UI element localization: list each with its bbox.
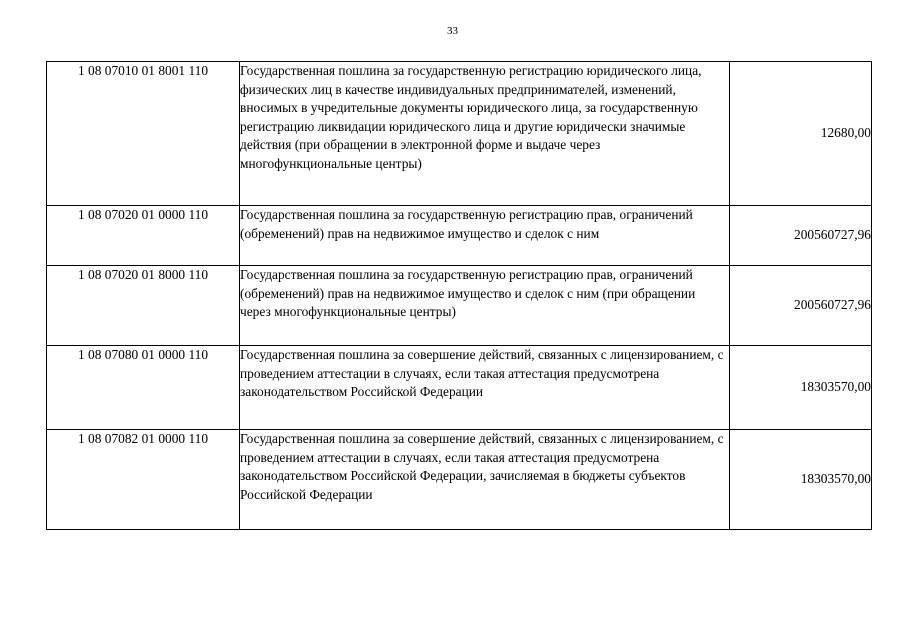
table-row	[47, 346, 872, 430]
revenue-description: Государственная пошлина за совершение действий, связанных с лицензированием, с проведением аттестации в случаях, если такая аттестация предусмотрена законодательством Российской Федерации, зачисляемая в бюджеты субъектов Российской Федерации	[240, 430, 730, 530]
revenue-description: Государственная пошлина за государственную регистрацию прав, ограничений (обременений) прав на недвижимое имущество и сделок с ним (при обращении через многофункциональные центры)	[240, 266, 730, 346]
amount-value: 200560727,96	[730, 206, 872, 266]
table-row	[47, 266, 872, 346]
budget-table	[46, 61, 872, 530]
revenue-description: Государственная пошлина за государственную регистрацию юридического лица, физических лиц в качестве индивидуальных предпринимателей, изменений, вносимых в учредительные документы юридического лица, за государственную регистрацию ликвидации юридического лица и другие юридически значимые действия (при обращении в электронной форме и выдаче через многофункциональные центры)	[240, 62, 730, 206]
budget-code: 1 08 07020 01 0000 110	[47, 206, 240, 266]
table-row	[47, 206, 872, 266]
amount-value: 18303570,00	[730, 430, 872, 530]
revenue-description: Государственная пошлина за государственную регистрацию прав, ограничений (обременений) прав на недвижимое имущество и сделок с ним	[240, 206, 730, 266]
budget-code: 1 08 07010 01 8001 110	[47, 62, 240, 206]
budget-code: 1 08 07080 01 0000 110	[47, 346, 240, 430]
amount-value: 200560727,96	[730, 266, 872, 346]
budget-code: 1 08 07082 01 0000 110	[47, 430, 240, 530]
budget-code: 1 08 07020 01 8000 110	[47, 266, 240, 346]
amount-value: 12680,00	[730, 62, 872, 206]
table-row	[47, 62, 872, 206]
table-row	[47, 430, 872, 530]
revenue-description: Государственная пошлина за совершение действий, связанных с лицензированием, с проведением аттестации в случаях, если такая аттестация предусмотрена законодательством Российской Федерации	[240, 346, 730, 430]
page-number: 33	[447, 25, 458, 37]
amount-value: 18303570,00	[730, 346, 872, 430]
